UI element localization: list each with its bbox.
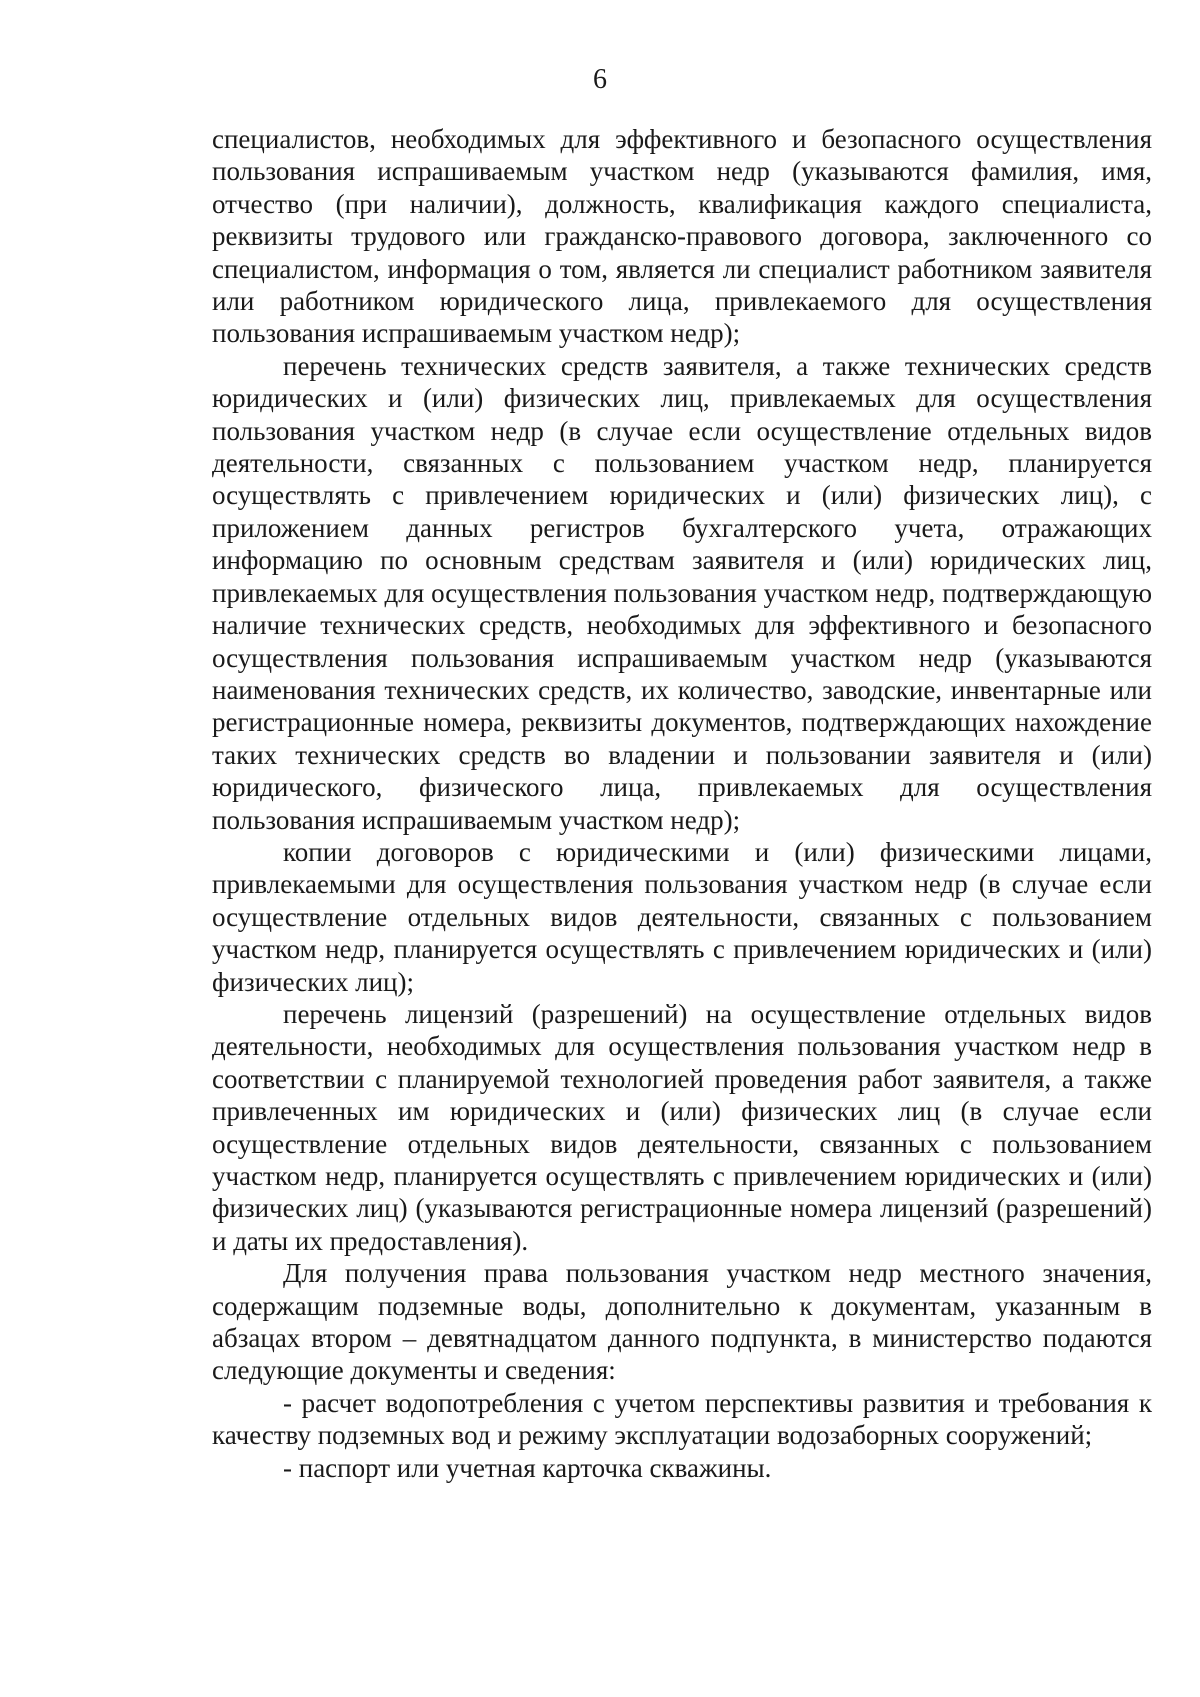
paragraph-well-passport: - паспорт или учетная карточка скважины.	[283, 1452, 772, 1483]
paragraph-technical-means: перечень технических средств заявителя, а также технических средств юридических и (или) физических лиц, привлекаемых для осуществления пользования участком недр (в случае если осуществление отдельных видов деятельности, связанных с пользованием участком недр, планируется осуществлять с привлечением юридических и (или) физических лиц), с приложением данных регистров бухгалтерского учета, отражающих информацию по основным средствам заявителя и (или) юридических лиц, привлекаемых для осуществления пользования участком недр, подтверждающую наличие технических средств, необходимых для эффективного и безопасного осуществления пользования испрашиваемым участком недр (указываются наименования технических средств, их количество, заводские, инвентарные или регистрационные номера, реквизиты документов, подтверждающих нахождение таких технических средств во владении и пользовании заявителя и (или) юридического, физического лица, привлекаемых для осуществления пользования испрашиваемым участком недр);	[212, 350, 1152, 835]
paragraph-specialists: специалистов, необходимых для эффективного и безопасного осуществления пользования испрашиваемым участком недр (указываются фамилия, имя, отчество (при наличии), должность, квалификация каждого специалиста, реквизиты трудового или гражданско-правового договора, заключенного со специалистом, информация о том, является ли специалист работником заявителя или работником юридического лица, привлекаемого для осуществления пользования испрашиваемым участком недр);	[212, 124, 1152, 349]
paragraph-licenses: перечень лицензий (разрешений) на осуществление отдельных видов деятельности, необходимых для осуществления пользования участком недр в соответствии с планируемой технологией проведения работ заявителя, а также привлеченных им юридических и (или) физических лиц (в случае если осуществление отдельных видов деятельности, связанных с пользованием участком недр, планируется осуществлять с привлечением юридических и (или) физических лиц) (указываются регистрационные номера лицензий (разрешений) и даты их предоставления).	[212, 998, 1152, 1256]
paragraph-water-consumption: - расчет водопотребления с учетом перспективы развития и требования к качеству подземных вод и режиму эксплуатации водозаборных сооружений;	[212, 1387, 1152, 1451]
paragraph-groundwater-rights: Для получения права пользования участком недр местного значения, содержащим подземные воды, дополнительно к документам, указанным в абзацах втором – девятнадцатом данного подпункта, в министерство подаются следующие документы и сведения:	[212, 1258, 1152, 1386]
document-body	[212, 123, 1152, 1484]
paragraph-contract-copies: копии договоров с юридическими и (или) физическими лицами, привлекаемыми для осуществления пользования участком недр (в случае если осуществление отдельных видов деятельности, связанных с пользованием участком недр, планируется осуществлять с привлечением юридических и (или) физических лиц);	[212, 836, 1152, 997]
page-number: 6	[593, 64, 607, 95]
